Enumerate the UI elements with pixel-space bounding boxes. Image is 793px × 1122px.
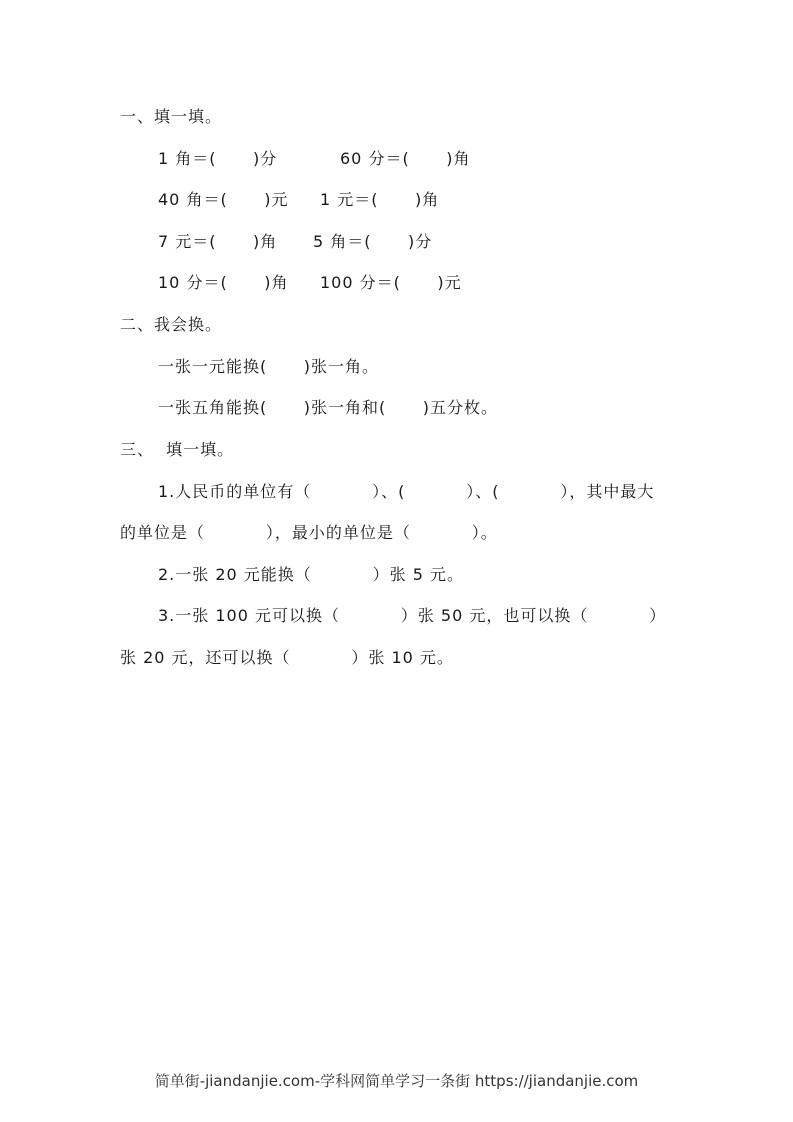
section1-line3-right: 5 角＝( )分 (313, 232, 433, 251)
section1-heading: 一、填一填。 (120, 107, 223, 126)
section1-line2-right: 1 元＝( )角 (320, 190, 440, 209)
section3-line2: 的单位是（ ），最小的单位是（ ）。 (120, 523, 498, 542)
section1-line1-right: 60 分＝( )角 (340, 149, 471, 168)
section2-line2: 一张五角能换( )张一角和( )五分枚。 (158, 398, 499, 417)
footer-watermark: 简单街-jiandanjie.com-学科网简单学习一条街 https://jiandanjie.com (154, 1072, 639, 1090)
section2-heading: 二、我会换。 (120, 315, 223, 334)
section3-line5: 张 20 元，还可以换（ ）张 10 元。 (120, 648, 454, 667)
section3-line3: 2.一张 20 元能换（ ）张 5 元。 (158, 565, 465, 584)
section2-line1: 一张一元能换( )张一角。 (158, 357, 380, 376)
section3-heading: 三、 填一填。 (120, 440, 235, 459)
section1-line1-left: 1 角＝( )分 (158, 149, 278, 168)
section1-line4-right: 100 分＝( )元 (320, 273, 462, 292)
section3-line4: 3.一张 100 元可以换（ ）张 50 元，也可以换（ ） (158, 606, 667, 625)
section1-line2-left: 40 角＝( )元 (158, 190, 289, 209)
section1-line4-left: 10 分＝( )角 (158, 273, 289, 292)
section3-line1: 1.人民币的单位有（ ）、( ）、( ），其中最大 (158, 482, 655, 501)
section1-line3-left: 7 元＝( )角 (158, 232, 278, 251)
